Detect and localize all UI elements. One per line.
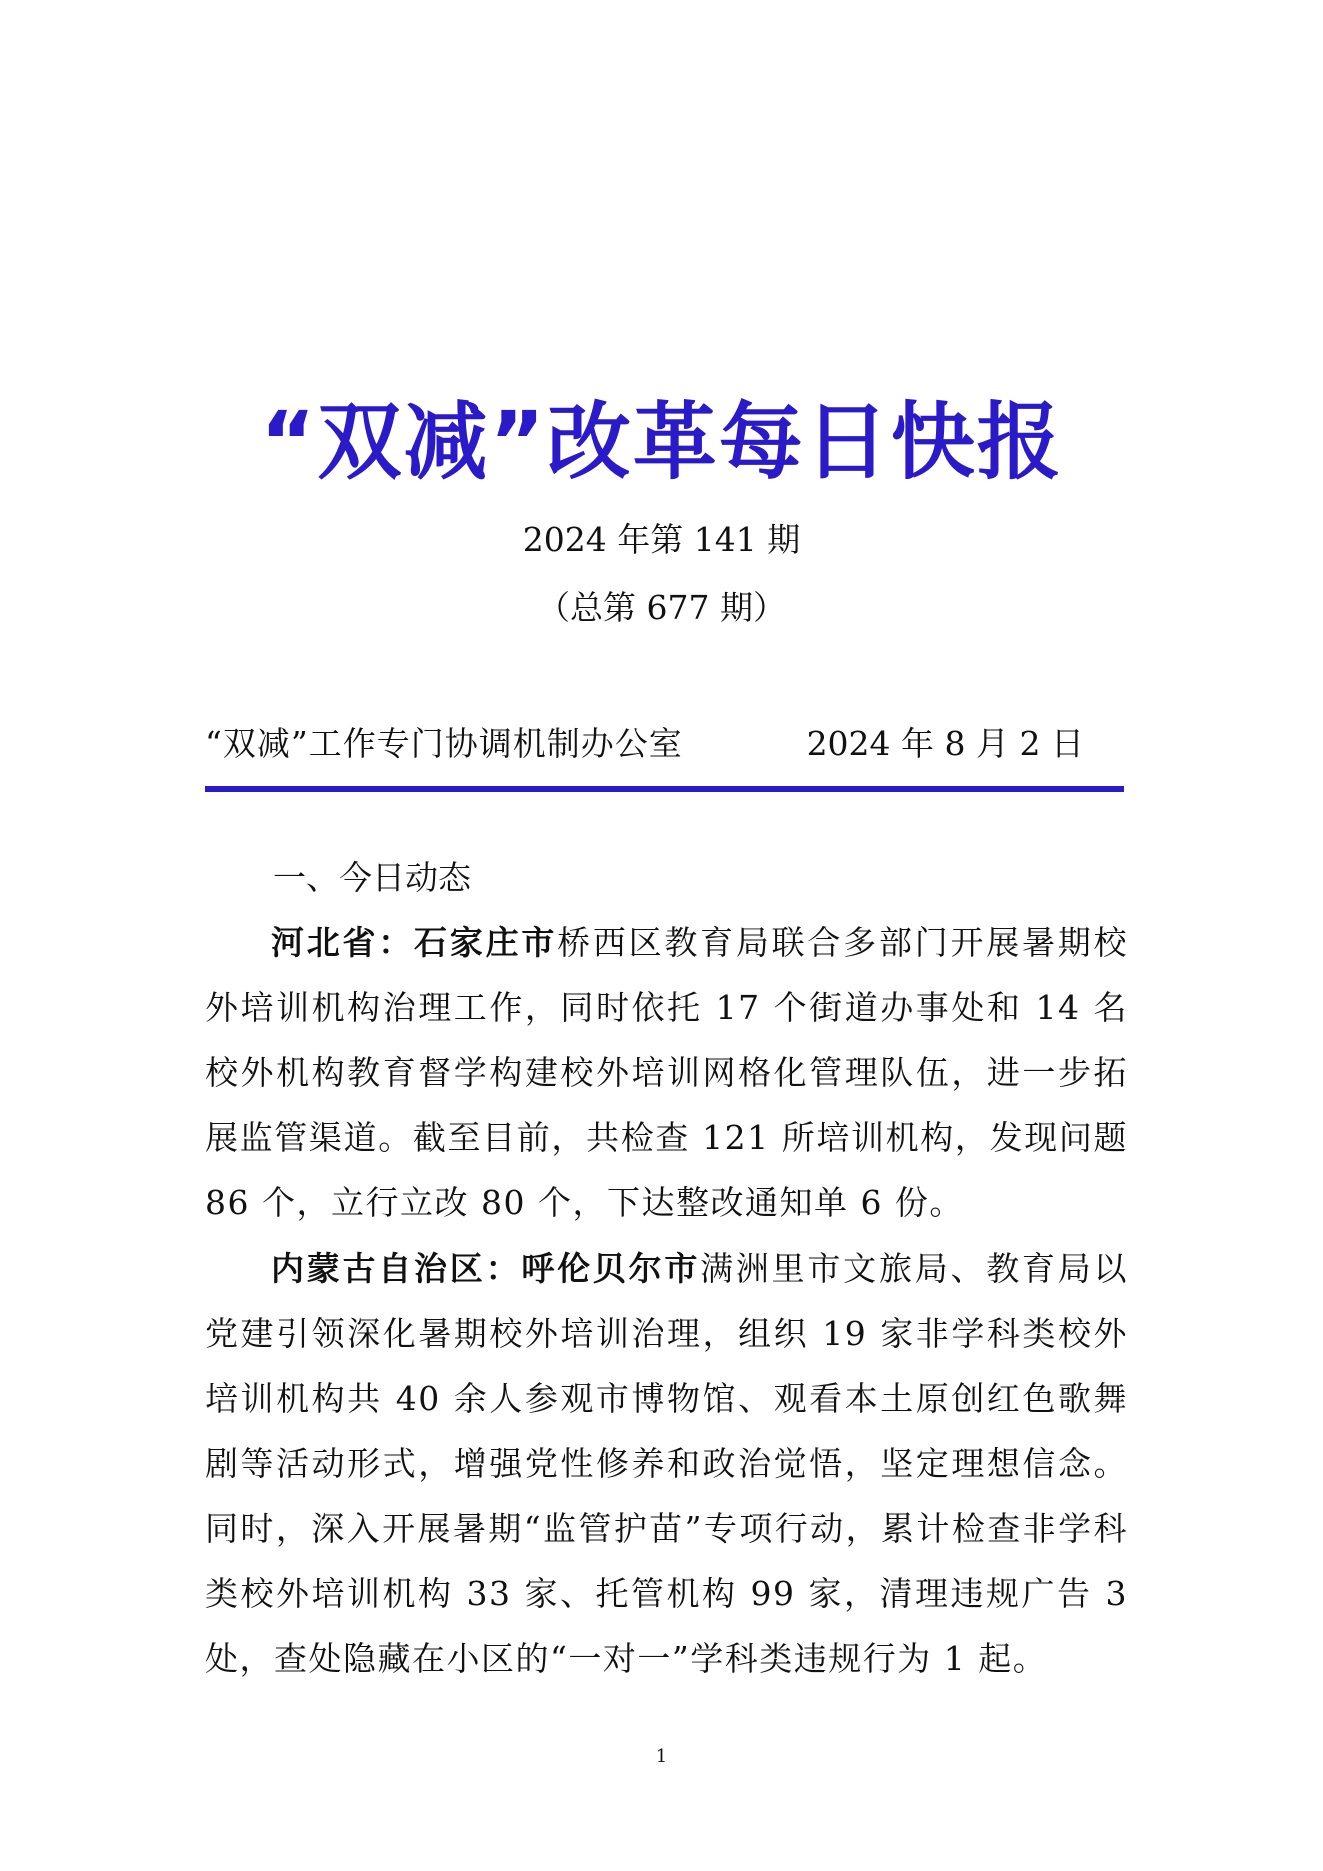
news-item-hebei (205, 910, 1128, 1235)
news-item-inner-mongolia (205, 1236, 1128, 1691)
header-divider (205, 786, 1124, 792)
issue-number: 2024 年第 141 期 (522, 520, 801, 559)
page-number: 1 (655, 1746, 668, 1767)
issue-date: 2024 年 8 月 2 日 (806, 724, 1084, 763)
news-item-region: 河北省：石家庄市 (271, 923, 558, 962)
bulletin-title: “双减”改革每日快报 (260, 393, 1063, 491)
section-heading: 一、今日动态 (273, 858, 471, 897)
issuer-line (205, 722, 1124, 766)
total-issue-number: （总第 677 期） (537, 588, 786, 627)
news-item-body: 桥西区教育局联合多部门开展暑期校外培训机构治理工作，同时依托 17 个街道办事处和 14 名校外机构教育督学构建校外培训网格化管理队伍，进一步拓展监管渠道。截至目前，共检查 121 所培训机构，发现问题 86 个，立行立改 80 个，下达整改通知单 6 份。 (205, 923, 1129, 1222)
news-item-region: 内蒙古自治区：呼伦贝尔市 (271, 1249, 701, 1288)
issuer-office: “双减”工作专门协调机制办公室 (205, 724, 683, 763)
news-item-body: 满洲里市文旅局、教育局以党建引领深化暑期校外培训治理，组织 19 家非学科类校外培训机构共 40 余人参观市博物馆、观看本土原创红色歌舞剧等活动形式，增强党性修养和政治觉悟，坚定理想信念。同时，深入开展暑期“监管护苗”专项行动，累计检查非学科类校外培训机构 33 家、托管机构 99 家，清理违规广告 3 处，查处隐藏在小区的“一对一”学科类违规行为 1 起。 (205, 1249, 1129, 1678)
